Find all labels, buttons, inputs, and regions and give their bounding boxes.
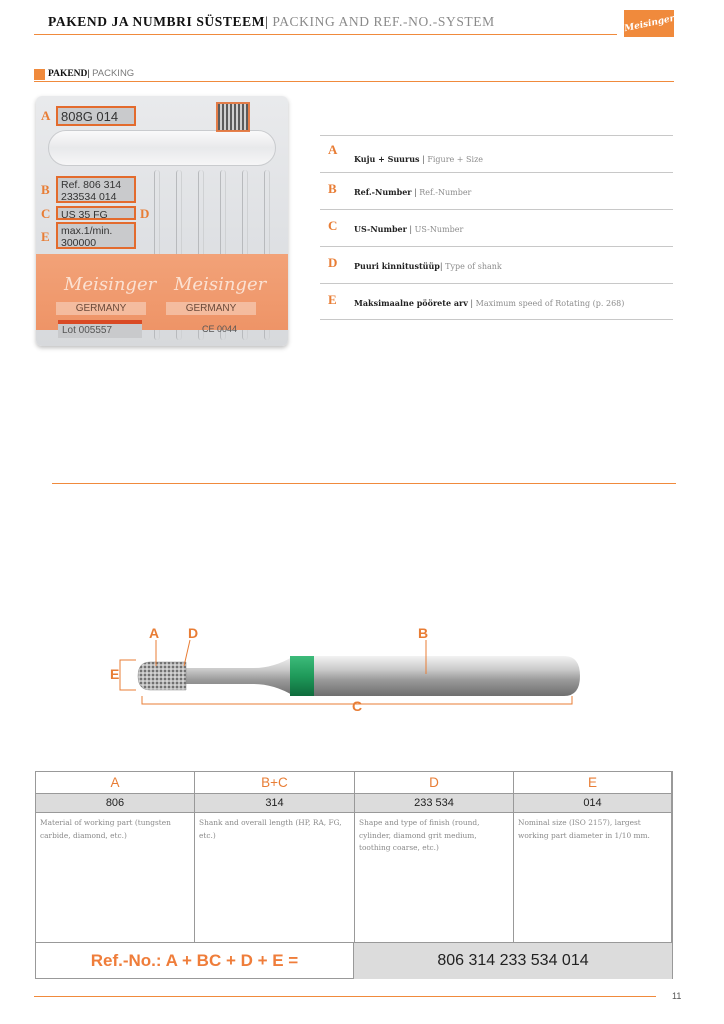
header-title-et: PAKEND JA NUMBRI SÜSTEEM	[48, 14, 266, 29]
package-letter-d: D	[140, 206, 150, 221]
package-ce-mark: CE 0044	[202, 324, 238, 334]
table-column	[355, 772, 514, 942]
legend-item	[320, 246, 673, 283]
section-title-et: PAKEND	[48, 69, 88, 79]
diagram-label-c: C	[352, 698, 363, 714]
bur-pointer-d	[184, 640, 190, 666]
table-column-value: 014	[514, 794, 671, 813]
legend-item	[320, 135, 673, 172]
legend-text-en: Figure + Size	[427, 155, 484, 164]
legend-text	[354, 187, 471, 197]
package-letter-e: E	[41, 229, 50, 244]
package-label-ref-line1: Ref. 806 314	[61, 179, 122, 191]
datamatrix-code-icon	[216, 102, 250, 132]
bur-diagram	[104, 622, 584, 718]
ref-number-table	[35, 771, 673, 979]
package-lot-label: Lot 005557	[58, 320, 142, 338]
diagram-label-d: D	[188, 625, 199, 641]
section-rule	[34, 81, 674, 82]
table-column-description: Material of working part (tungsten carbide, diamond, etc.)	[40, 818, 171, 840]
table-column-description: Nominal size (ISO 2157), largest working part diameter in 1/10 mm.	[518, 818, 650, 840]
package-brand-right: Meisinger	[174, 274, 267, 295]
logo-text: Meisinger	[623, 13, 675, 34]
package-label-ref-line2: 233534 014	[61, 191, 117, 203]
diagram-label-b: B	[418, 625, 429, 641]
page-header-title	[48, 14, 495, 30]
table-column	[36, 772, 195, 942]
table-column-head: E	[514, 772, 671, 794]
meisinger-logo	[624, 10, 674, 37]
legend-text-et: Maksimaalne pöörete arv	[354, 298, 468, 308]
legend-text-en: US-Number	[414, 225, 464, 234]
legend-text-et: Puuri kinnitustüüp	[354, 261, 440, 271]
table-column-head: B+C	[195, 772, 354, 794]
legend-letter: A	[328, 142, 338, 157]
legend-item	[320, 283, 673, 320]
bur-drawing	[104, 622, 584, 718]
header-rule	[34, 34, 617, 35]
footer-rule	[34, 996, 656, 997]
table-column-head: A	[36, 772, 194, 794]
legend-letter: E	[328, 292, 337, 307]
ref-formula: Ref.-No.: A + BC + D + E =	[36, 943, 354, 979]
legend-separator: |	[411, 188, 420, 197]
bur-working-part	[138, 662, 186, 690]
table-column-description: Shank and overall length (HP, RA, FG, etc.)	[199, 818, 342, 840]
ref-result: 806 314 233 534 014	[354, 943, 672, 979]
package-letter-c: C	[41, 206, 51, 221]
bur-shank	[294, 656, 580, 696]
package-label-speed	[56, 222, 136, 249]
table-column-description: Shape and type of finish (round, cylinder, diamond grit medium, toothing coarse, etc.)	[359, 818, 480, 852]
package-letter-a: A	[41, 108, 51, 123]
package-label-us: US 35 FG	[56, 206, 136, 220]
legend-text	[354, 224, 463, 234]
bur-color-band	[290, 656, 314, 696]
legend-letter: B	[328, 181, 337, 196]
middle-rule	[52, 483, 676, 484]
legend-text	[354, 261, 502, 271]
header-separator: |	[265, 14, 269, 29]
legend-letter: C	[328, 218, 338, 233]
table-footer	[36, 942, 672, 978]
legend-text-en: Ref.-Number	[419, 188, 472, 197]
table-column-value: 233 534	[355, 794, 513, 813]
package-label-speed-line1: max.1/min.	[61, 225, 113, 237]
package-country-right: GERMANY	[166, 302, 256, 315]
legend-separator: |	[467, 299, 476, 308]
package-image	[36, 96, 288, 354]
legend-separator: |	[406, 225, 415, 234]
section-marker-icon	[34, 69, 45, 80]
legend-separator: |	[419, 155, 428, 164]
legend-item	[320, 172, 673, 209]
bur-bracket-e	[120, 660, 136, 690]
header-title-en: PACKING AND REF.-NO.-SYSTEM	[268, 14, 495, 29]
package-brand-left: Meisinger	[64, 274, 157, 295]
legend-text-et: US-Number	[354, 224, 407, 234]
package-letter-b: B	[41, 182, 50, 197]
bur-neck	[182, 656, 294, 696]
legend-separator: |	[439, 262, 446, 271]
package-label-figure-size: 808G 014	[56, 106, 136, 126]
table-column-value: 314	[195, 794, 354, 813]
section-title-en: PACKING	[89, 68, 135, 79]
package-country-left: GERMANY	[56, 302, 146, 315]
legend-text-et: Ref.-Number	[354, 187, 412, 197]
package-label-speed-line2: 300000	[61, 237, 97, 249]
diagram-label-e: E	[110, 666, 120, 682]
legend-item	[320, 209, 673, 246]
section-separator: |	[87, 69, 90, 79]
table-column-head: D	[355, 772, 513, 794]
legend-text-en: Maximum speed of Rotating (p. 268)	[475, 299, 625, 308]
package-tube	[48, 130, 276, 166]
section-title	[48, 68, 134, 79]
legend-text-en: Type of shank	[445, 262, 502, 271]
page-number: 11	[672, 991, 682, 1001]
table-column-value: 806	[36, 794, 194, 813]
diagram-label-a: A	[149, 625, 160, 641]
package-label-ref	[56, 176, 136, 203]
legend-letter: D	[328, 255, 338, 270]
legend-text	[354, 298, 624, 308]
legend-text-et: Kuju + Suurus	[354, 154, 420, 164]
legend-list	[320, 135, 673, 320]
table-column	[514, 772, 672, 942]
table-column	[195, 772, 355, 942]
legend-text	[354, 154, 483, 164]
